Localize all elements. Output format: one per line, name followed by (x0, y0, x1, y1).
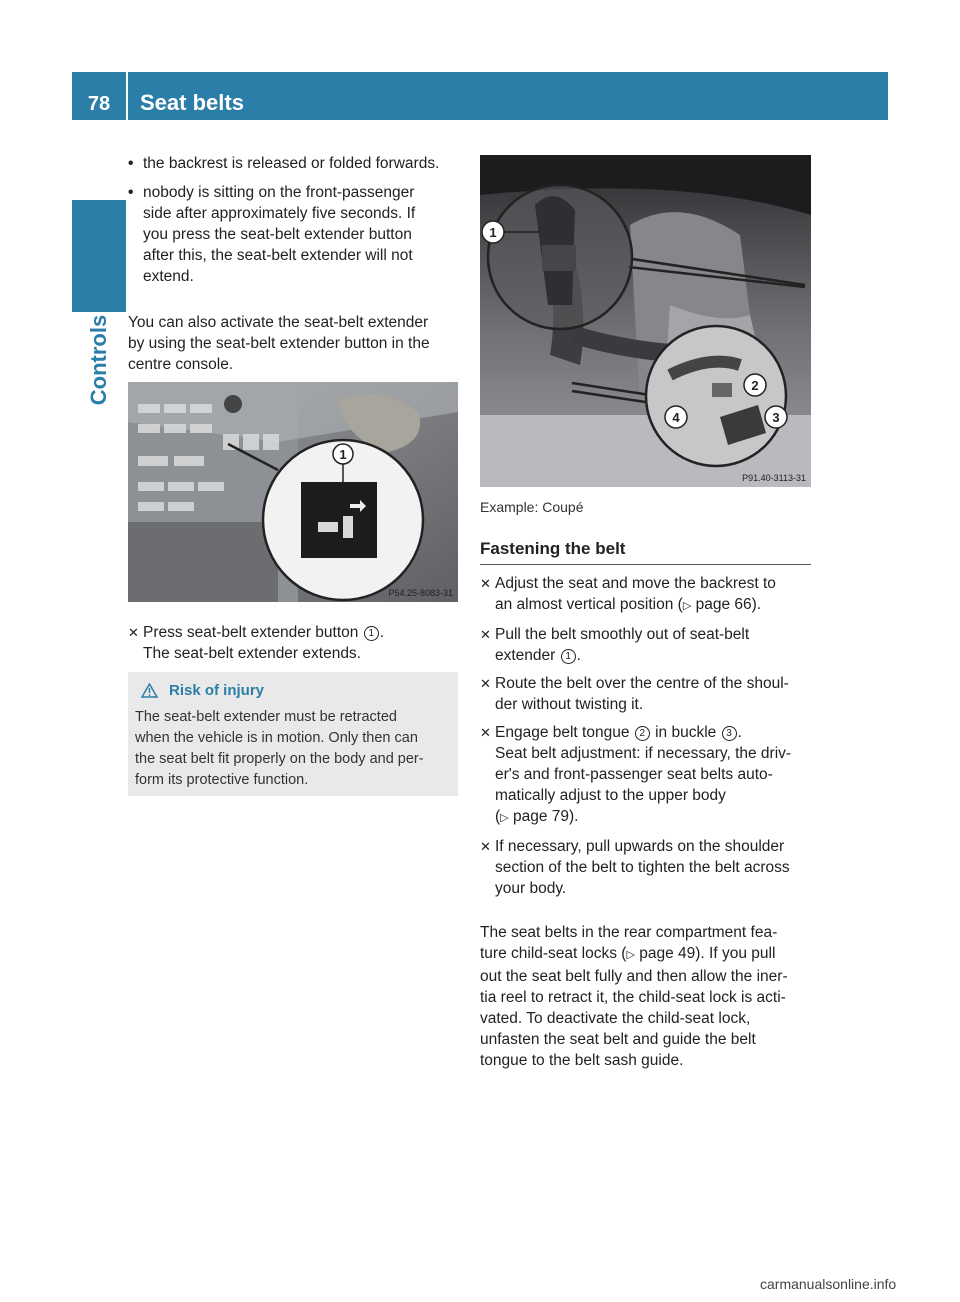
console-illustration (128, 382, 458, 602)
step-item: ✕ Adjust the seat and move the backrest to an almost vertical position (▷ page 66). (480, 575, 776, 613)
list-item: • the backrest is released or folded forwards. (128, 155, 440, 172)
step-arrow-icon: ✕ (480, 839, 491, 854)
page-ref-arrow-icon: ▷ (626, 949, 635, 961)
step-arrow-icon: ✕ (128, 625, 139, 640)
page-number: 78 (87, 93, 111, 115)
step-item: ✕ Pull the belt smoothly out of seat-belt extender 1 . (480, 626, 750, 664)
callout-2: 2 (751, 378, 759, 393)
callout-1: 1 (339, 447, 347, 462)
callout-1-ref: 1 (364, 626, 379, 641)
section-rule (480, 564, 811, 565)
sidebar-label: Controls (86, 314, 111, 406)
instruction: ✕ Press seat-belt extender button 1 . The seat-belt extender extends. (128, 624, 385, 662)
footer-watermark: carmanualsonline.info (760, 1276, 897, 1292)
sidebar-tab (72, 200, 126, 312)
step-arrow-icon: ✕ (480, 676, 491, 691)
step-arrow-icon: ✕ (480, 627, 491, 642)
step-item: ✕ If necessary, pull upwards on the shoulder section of the belt to tighten the belt across your body. (480, 838, 790, 897)
body-paragraph: You can also activate the seat-belt extender by using the seat-belt extender button in the centre console. (128, 314, 430, 373)
warning-box (128, 672, 458, 796)
seat-belt-illustration (480, 155, 811, 487)
callout-1: 1 (489, 225, 497, 240)
callout-4: 4 (672, 410, 680, 425)
page-ref-link[interactable]: page 79 (512, 808, 569, 825)
page-ref-link[interactable]: page 49 (639, 945, 696, 962)
callout-1-ref: 1 (561, 649, 576, 664)
warning-triangle-icon (141, 683, 158, 703)
step-arrow-icon: ✕ (480, 725, 491, 740)
step-item: ✕ Engage belt tongue 2 in buckle 3 . Seat belt adjustment: if necessary, the driv- er's and front-passenger seat belts auto- matically adjust to the upper body (▷ page 79). (480, 724, 792, 825)
page-ref-link[interactable]: page 66 (695, 596, 752, 613)
warning-title: Risk of injury (169, 682, 265, 699)
section-title: Fastening the belt (480, 539, 626, 558)
callout-2-ref: 2 (635, 726, 650, 741)
page-title: Seat belts (140, 90, 244, 115)
callout-3-ref: 3 (722, 726, 737, 741)
console-photo (128, 382, 458, 602)
seat-belt-photo (480, 155, 811, 487)
bullet-list (128, 153, 468, 287)
step-list (480, 573, 820, 899)
bullet-icon: • (128, 155, 134, 172)
step-item: ✕ Route the belt over the centre of the shoul- der without twisting it. (480, 675, 789, 713)
warning-text: The seat-belt extender must be retracted when the vehicle is in motion. Only then can the seat belt fit properly on the body and per- form its protective function. (135, 709, 424, 788)
callout-3: 3 (772, 410, 780, 425)
step-arrow-icon: ✕ (480, 576, 491, 591)
page-ref-arrow-icon: ▷ (500, 812, 509, 824)
header-divider (126, 72, 128, 120)
sidebar-section (60, 314, 138, 406)
bullet-icon: • (128, 184, 134, 201)
closing-paragraph: The seat belts in the rear compartment fea- ture child-seat locks (▷ page 49). If you pull out the seat belt fully and then allow the iner- tia reel to retract it, the child-seat lock is acti- vated. To deactivate the child-seat lock, unfasten the seat belt and guide the belt tongue to the belt sash guide. (480, 924, 788, 1069)
list-item: • nobody is sitting on the front-passenger side after approximately five seconds. If you press the seat-belt extender button after this, the seat-belt extender will not extend. (128, 184, 416, 285)
image-code: P54.25-8083-31 (388, 588, 453, 598)
image-code: P91.40-3113-31 (742, 473, 806, 483)
page-ref-arrow-icon: ▷ (682, 600, 692, 612)
image-caption: Example: Coupé (480, 499, 584, 515)
